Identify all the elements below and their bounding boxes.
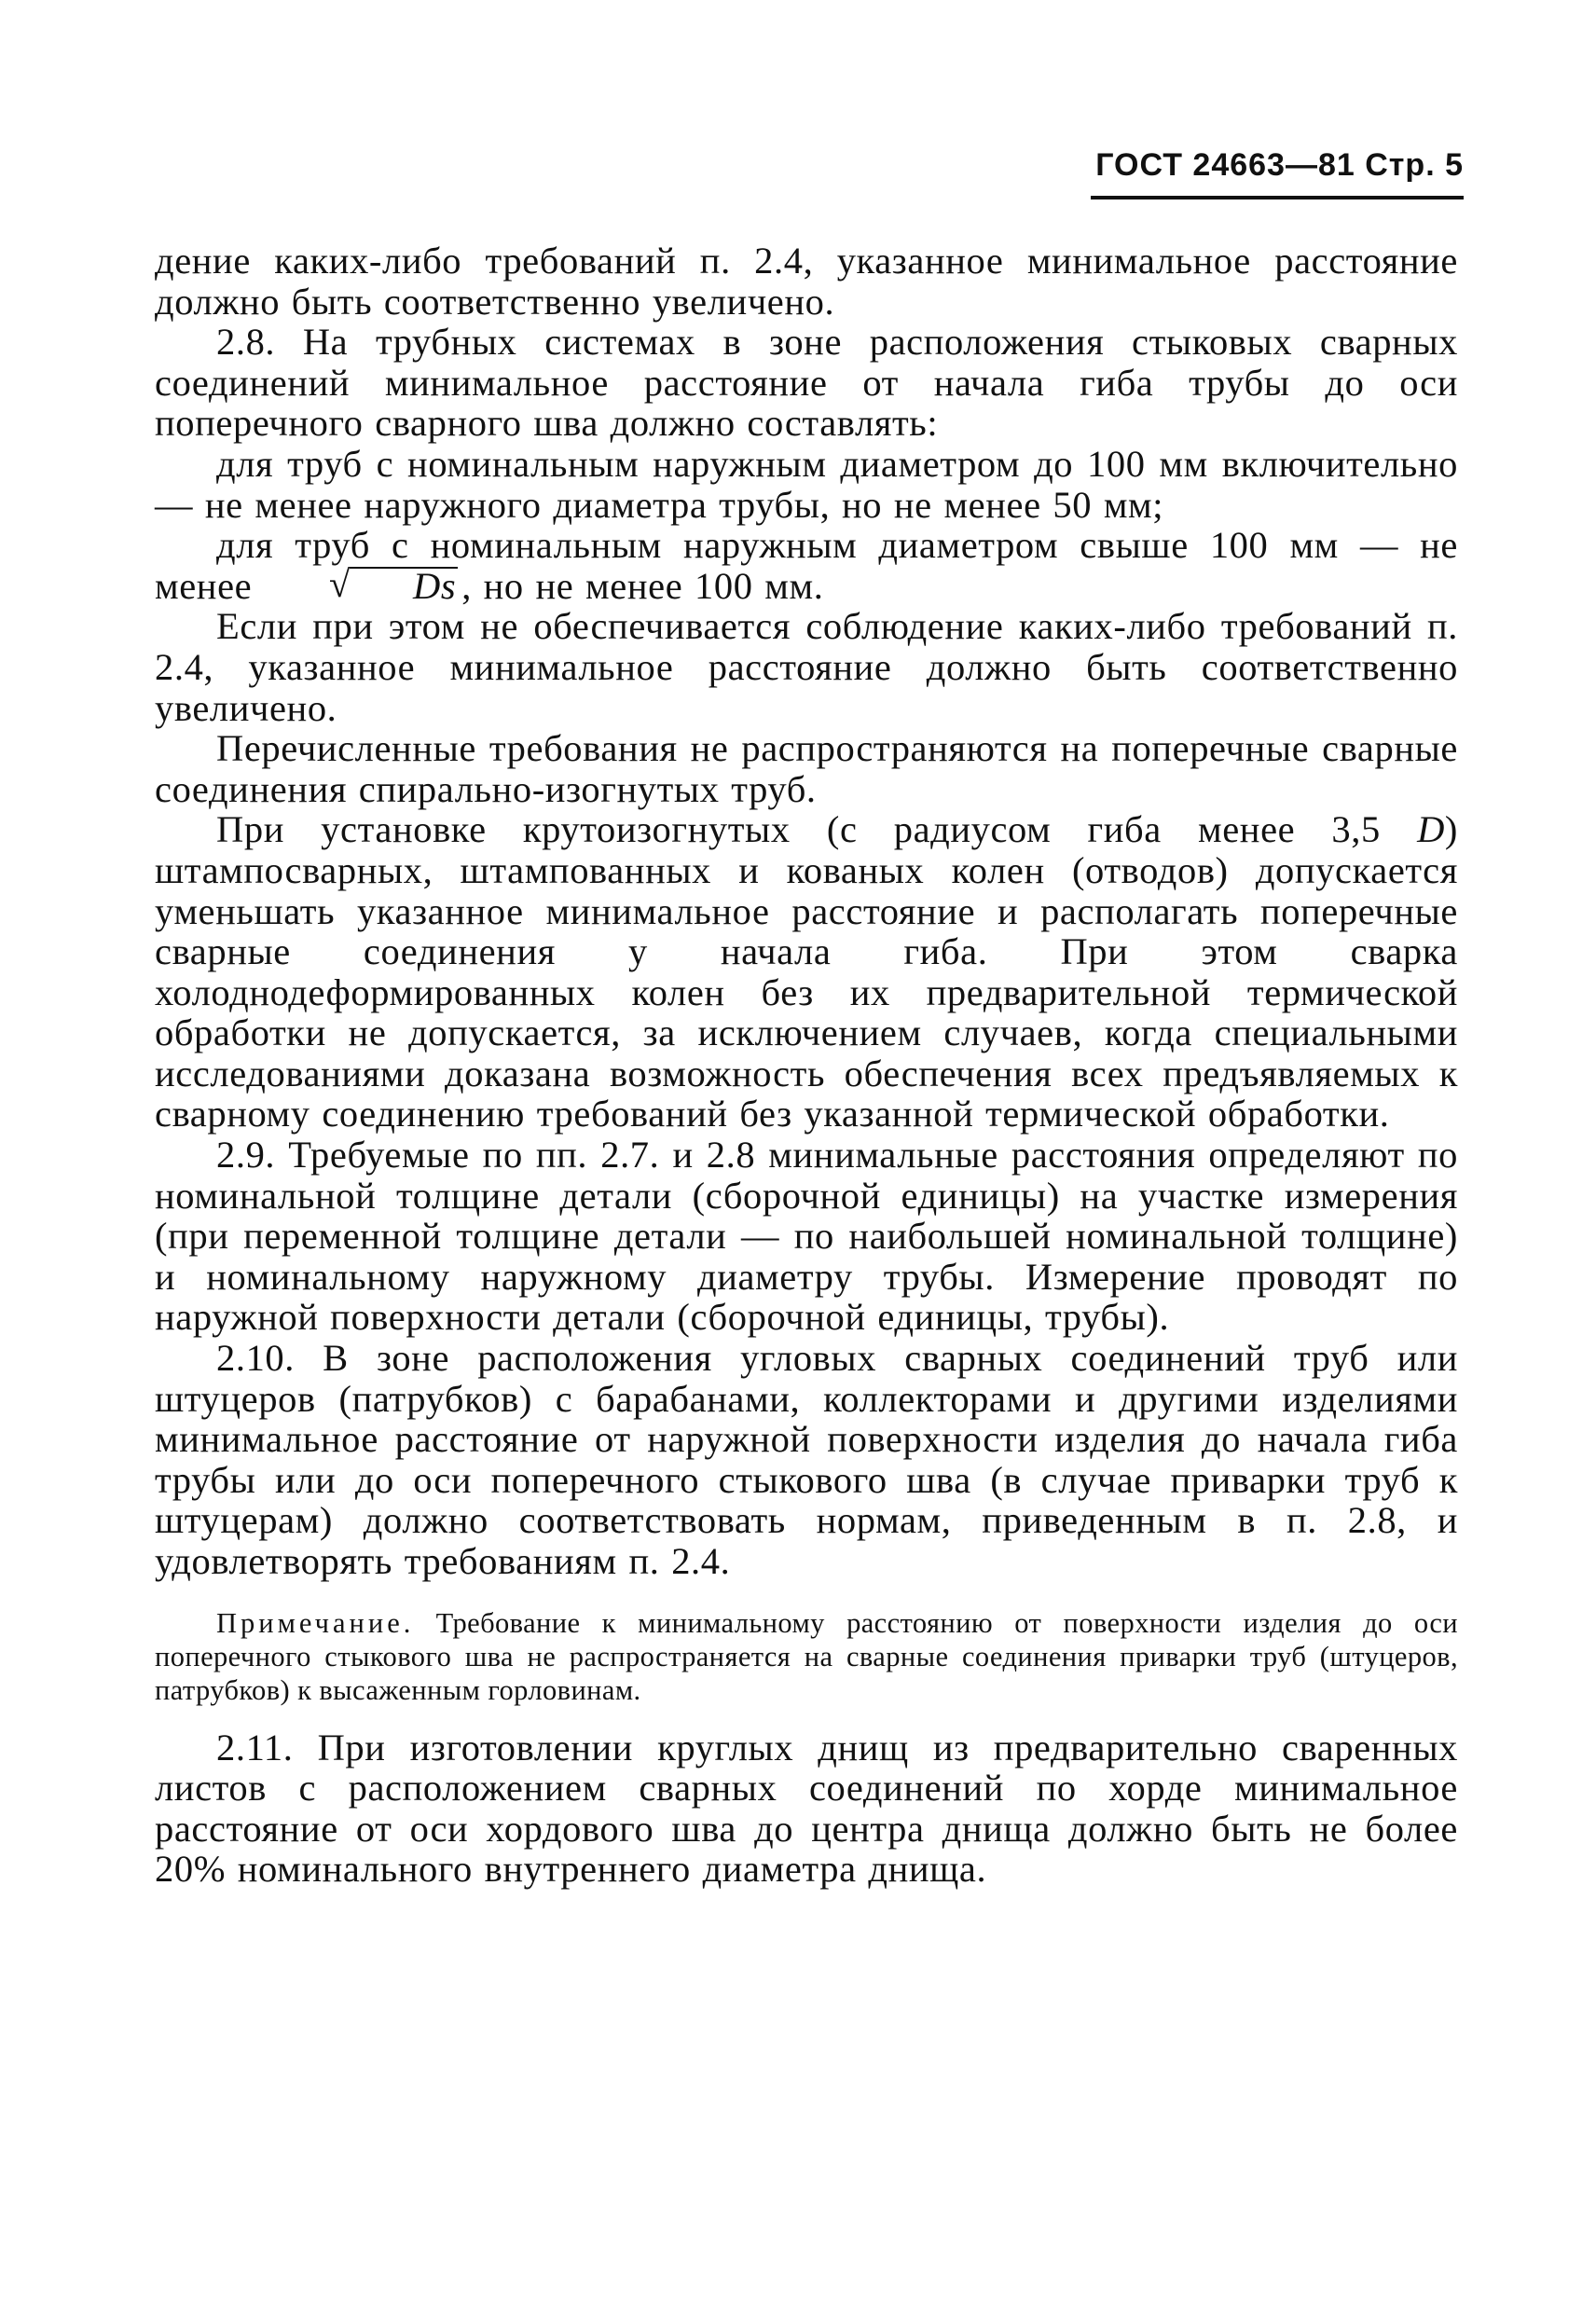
diameter-symbol: D bbox=[1417, 808, 1445, 851]
paragraph-2-8-condition: Если при этом не обеспечивается соблюдение каких-либо требований п. 2.4, указанное минимальное расстояние должно быть соответственно увеличено. bbox=[155, 605, 1458, 729]
header-rule bbox=[1091, 196, 1464, 200]
item-2-text-after: , но не менее 100 мм. bbox=[461, 564, 824, 607]
paragraph-2-11: 2.11. При изготовлении круглых днищ из предварительно сваренных листов с расположением сварных соединений по хорде минимальное расстояние от оси хордового шва до центра днища должно быть не более 20% номинального внутреннего диаметра днища. bbox=[155, 1726, 1458, 1891]
page-header: ГОСТ 24663—81 Стр. 5 bbox=[1095, 147, 1464, 183]
paragraph-continuation: дение каких-либо требований п. 2.4, указанное минимальное расстояние должно быть соответственно увеличено. bbox=[155, 240, 1458, 323]
note bbox=[155, 1606, 1458, 1707]
paragraph-2-8-bends bbox=[155, 809, 1458, 1135]
paragraph-2-8-item-2 bbox=[155, 525, 1458, 606]
sqrt-sign: √ bbox=[328, 562, 351, 605]
bends-text-after: ) штампосварных, штампованных и кованых колен (отводов) допускается уменьшать указанное минимальное расстояние и располагать поперечные сварные соединения у начала гиба. При этом сварка холоднодеформированных колен без их предварительной термической обработки не допускается, за исключением случаев, когда специальными исследованиями доказана возможность обеспечения всех предъявляемых к сварному соединению требований без указанной термической обработки. bbox=[155, 808, 1459, 1135]
note-text: Требование к минимальному расстоянию от поверхности изделия до оси поперечного стыкового шва не распространяется на сварные соединения приварки труб (штуцеров, патрубков) к высаженным горловинам. bbox=[155, 1606, 1458, 1706]
bends-text-before: При установке крутоизогнутых (с радиусом гиба менее 3,5 bbox=[216, 808, 1381, 851]
body-text bbox=[155, 241, 1458, 1890]
paragraph-2-8: 2.8. На трубных системах в зоне расположения стыковых сварных соединений минимальное расстояние от начала гиба трубы до оси поперечного сварного шва должно составлять: bbox=[155, 321, 1458, 445]
note-label: Примечание. bbox=[216, 1606, 415, 1639]
paragraph-2-10: 2.10. В зоне расположения угловых сварных соединений труб или штуцеров (патрубков) с барабанами, коллекторами и другими изделиями минимальное расстояние от наружной поверхности изделия до начала гиба трубы или до оси поперечного стыкового шва (в случае приварки труб к штуцерам) должно соответствовать нормам, приведенным в п. 2.8, и удовлетворять требованиям п. 2.4. bbox=[155, 1337, 1458, 1582]
item-2-text-before: для труб с номинальным наружным диаметром свыше 100 мм — не менее bbox=[155, 524, 1458, 607]
sqrt-radicand: Ds bbox=[350, 567, 458, 604]
paragraph-2-9: 2.9. Требуемые по пп. 2.7. и 2.8 минимальные расстояния определяют по номинальной толщине детали (сборочной единицы) на участке измерения (при переменной толщине детали — по наибольшей номинальной толщине) и номинальному наружному диаметру трубы. Измерение проводят по наружной поверхности детали (сборочной единицы, трубы). bbox=[155, 1134, 1458, 1339]
paragraph-2-8-exclusion: Перечисленные требования не распространяются на поперечные сварные соединения спирально-изогнутых труб. bbox=[155, 727, 1458, 810]
sqrt-formula bbox=[268, 562, 458, 607]
paragraph-2-8-item-1: для труб с номинальным наружным диаметром до 100 мм включительно — не менее наружного диаметра трубы, но не менее 50 мм; bbox=[155, 442, 1458, 526]
